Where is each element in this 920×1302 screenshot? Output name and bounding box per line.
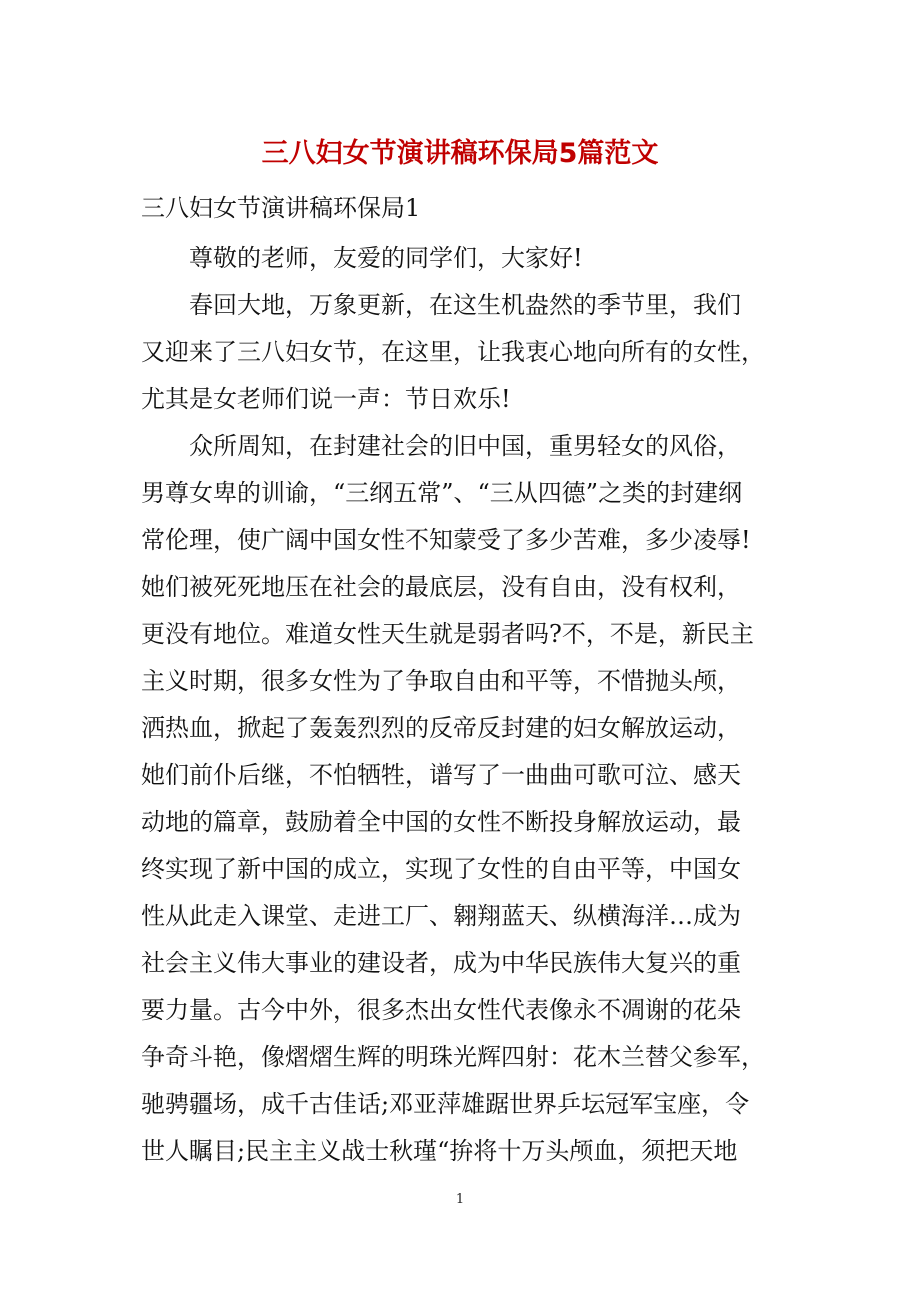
paragraph-line: 她们前仆后继，不怕牺牲，谱写了一曲曲可歌可泣、感天 [141, 761, 741, 789]
paragraph-line: 要力量。古今中外，很多杰出女性代表像永不凋谢的花朵 [141, 996, 741, 1024]
paragraph-line: 洒热血，掀起了轰轰烈烈的反帝反封建的妇女解放运动， [141, 714, 741, 742]
paragraph-line: 社会主义伟大事业的建设者，成为中华民族伟大复兴的重 [141, 949, 741, 977]
paragraph-line: 尤其是女老师们说一声：节日欢乐! [141, 385, 511, 413]
paragraph-line: 众所周知，在封建社会的旧中国，重男轻女的风俗， [189, 432, 741, 460]
paragraph-line: 性从此走入课堂、走进工厂、翱翔蓝天、纵横海洋…成为 [141, 902, 741, 930]
paragraph-line: 她们被死死地压在社会的最底层，没有自由，没有权利， [141, 573, 741, 601]
paragraph-line: 动地的篇章，鼓励着全中国的女性不断投身解放运动，最 [141, 808, 741, 836]
page-number: 1 [455, 1192, 465, 1207]
paragraph-line: 驰骋疆场，成千古佳话;邓亚萍雄踞世界乒坛冠军宝座，令 [141, 1090, 750, 1118]
paragraph-line: 主义时期，很多女性为了争取自由和平等，不惜抛头颅， [141, 667, 741, 695]
document-title: 三八妇女节演讲稿环保局5篇范文 [261, 138, 659, 169]
paragraph-line: 世人瞩目;民主主义战士秋瑾“拚将十万头颅血，须把天地 [141, 1137, 738, 1165]
paragraph-line: 常伦理，使广阔中国女性不知蒙受了多少苦难，多少凌辱! [141, 526, 751, 554]
paragraph-line: 男尊女卑的训谕，“三纲五常”、“三从四德”之类的封建纲 [141, 479, 743, 507]
paragraph-line: 尊敬的老师，友爱的同学们，大家好! [189, 244, 583, 272]
paragraph-line: 更没有地位。难道女性天生就是弱者吗?不，不是，新民主 [141, 620, 754, 648]
section-heading: 三八妇女节演讲稿环保局1 [141, 194, 421, 222]
paragraph-line: 春回大地，万象更新，在这生机盎然的季节里，我们 [189, 291, 741, 319]
paragraph-line: 终实现了新中国的成立，实现了女性的自由平等，中国女 [141, 855, 741, 883]
paragraph-line: 争奇斗艳，像熠熠生辉的明珠光辉四射：花木兰替父参军， [141, 1043, 765, 1071]
paragraph-line: 又迎来了三八妇女节，在这里，让我衷心地向所有的女性， [141, 338, 765, 366]
